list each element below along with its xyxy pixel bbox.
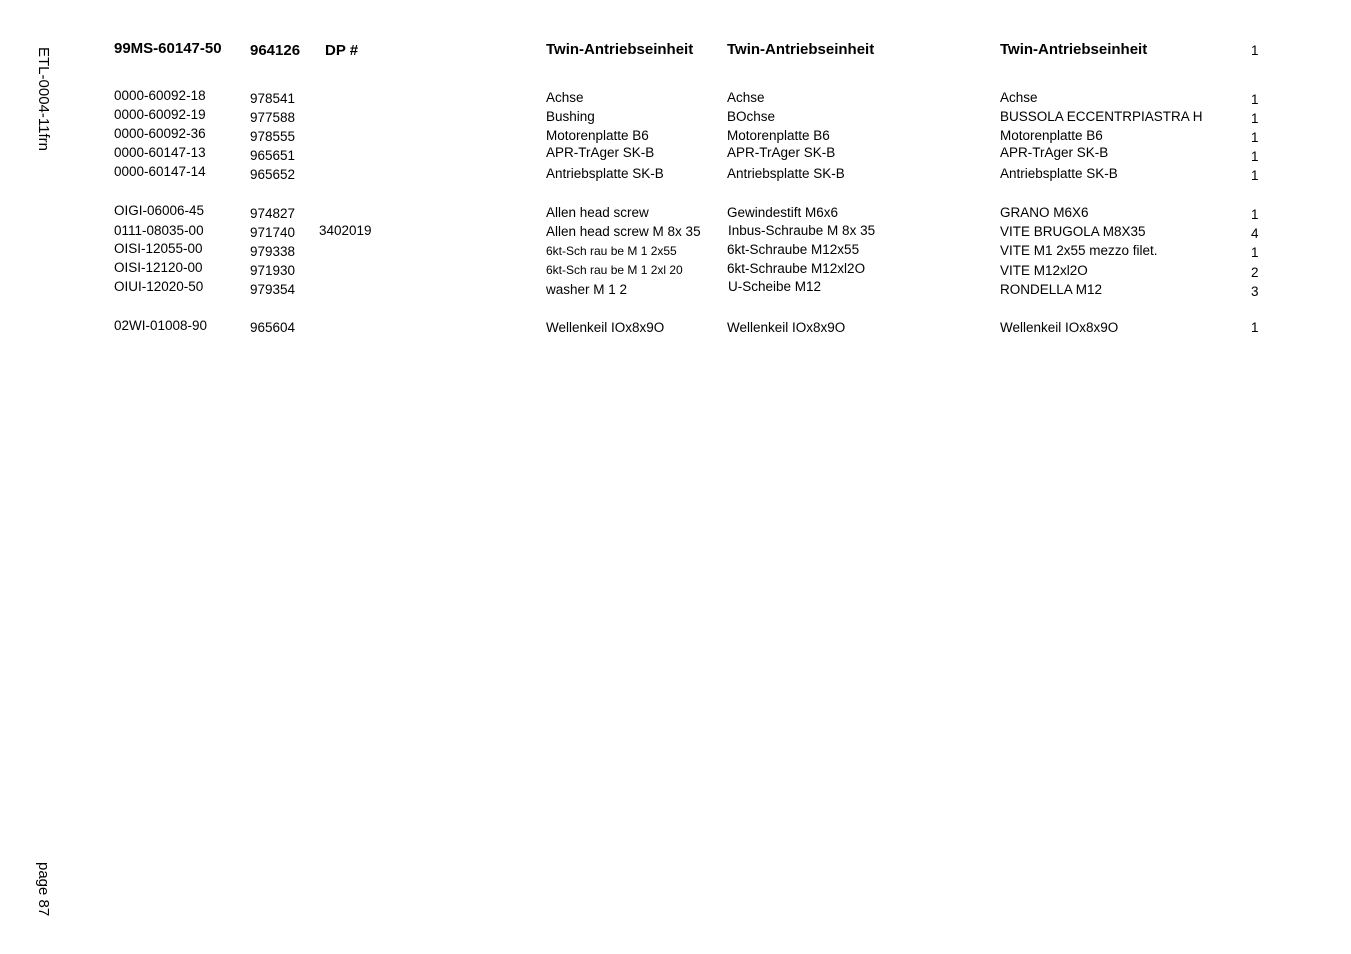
row-part: OISI-12120-00 xyxy=(114,260,203,275)
row-desc-it: VITE M1 2x55 mezzo filet. xyxy=(1000,243,1158,258)
row-desc-de: 6kt-Schraube M12xl2O xyxy=(727,261,866,276)
row-part: 0000-60092-18 xyxy=(114,88,206,103)
row-desc-en: 6kt-Sch rau be M 1 2xl 20 xyxy=(546,263,683,277)
row-code: 977588 xyxy=(250,110,296,125)
row-desc-de: Motorenplatte B6 xyxy=(727,128,830,143)
row-desc-de: Wellenkeil IOx8x9O xyxy=(727,320,846,335)
row-desc-en: Antriebsplatte SK-B xyxy=(546,166,664,181)
row-part: 02WI-01008-90 xyxy=(114,318,208,333)
header-part-number: 99MS-60147-50 xyxy=(114,40,222,57)
row-desc-en: Allen head screw M 8x 35 xyxy=(546,224,701,239)
row-part: OIGI-06006-45 xyxy=(114,203,205,218)
row-desc-en: Motorenplatte B6 xyxy=(546,128,649,143)
row-desc-en: APR-TrAger SK-B xyxy=(546,145,655,160)
row-qty: 1 xyxy=(1251,168,1259,183)
row-desc-it: Antriebsplatte SK-B xyxy=(1000,166,1118,181)
header-desc-de: Twin-Antriebseinheit xyxy=(727,41,875,58)
row-desc-it: VITE M12xl2O xyxy=(1000,263,1088,278)
row-code: 965652 xyxy=(250,167,296,182)
row-desc-it: RONDELLA M12 xyxy=(1000,282,1103,297)
row-desc-de: Achse xyxy=(727,90,765,105)
row-code: 979338 xyxy=(250,244,296,259)
header-code: 964126 xyxy=(250,42,301,59)
row-qty: 1 xyxy=(1251,320,1259,335)
row-qty: 4 xyxy=(1251,226,1259,241)
row-code: 965604 xyxy=(250,320,296,335)
row-desc-it: Wellenkeil IOx8x9O xyxy=(1000,320,1119,335)
row-desc-it: VITE BRUGOLA M8X35 xyxy=(1000,224,1146,239)
row-code: 965651 xyxy=(250,148,296,163)
row-desc-de: Gewindestift M6x6 xyxy=(727,205,839,220)
row-desc-en: Wellenkeil IOx8x9O xyxy=(546,320,665,335)
row-qty: 1 xyxy=(1251,245,1259,260)
row-desc-it: Achse xyxy=(1000,90,1038,105)
header-qty: 1 xyxy=(1251,43,1259,58)
row-qty: 2 xyxy=(1251,265,1259,280)
row-desc-en: 6kt-Sch rau be M 1 2x55 xyxy=(546,244,677,258)
page-number: page 87 xyxy=(35,862,52,917)
row-code: 971740 xyxy=(250,225,296,240)
row-desc-en: Achse xyxy=(546,90,584,105)
row-desc-de: U-Scheibe M12 xyxy=(728,279,822,294)
row-desc-en: Bushing xyxy=(546,109,595,124)
row-code: 978541 xyxy=(250,91,296,106)
row-desc-en: Allen head screw xyxy=(546,205,649,220)
row-code: 978555 xyxy=(250,129,296,144)
row-qty: 1 xyxy=(1251,149,1259,164)
row-desc-de: 6kt-Schraube M12x55 xyxy=(727,242,860,257)
row-desc-it: Motorenplatte B6 xyxy=(1000,128,1103,143)
row-desc-it: BUSSOLA ECCENTRPIASTRA H xyxy=(1000,109,1203,124)
row-qty: 1 xyxy=(1251,111,1259,126)
row-desc-de: APR-TrAger SK-B xyxy=(727,145,836,160)
row-code: 979354 xyxy=(250,282,296,297)
row-desc-de: Inbus-Schraube M 8x 35 xyxy=(728,223,876,238)
row-qty: 1 xyxy=(1251,207,1259,222)
header-desc-en: Twin-Antriebseinheit xyxy=(546,41,694,58)
row-desc-de: Antriebsplatte SK-B xyxy=(727,166,845,181)
row-desc-it: GRANO M6X6 xyxy=(1000,205,1089,220)
row-part: 0000-60147-13 xyxy=(114,145,206,160)
row-part: 0000-60147-14 xyxy=(114,164,206,179)
row-code: 974827 xyxy=(250,206,296,221)
row-desc-de: BOchse xyxy=(727,109,776,124)
header-desc-it: Twin-Antriebseinheit xyxy=(1000,41,1148,58)
row-part: 0111-08035-00 xyxy=(114,223,204,238)
row-qty: 1 xyxy=(1251,130,1259,145)
row-qty: 3 xyxy=(1251,284,1259,299)
row-dp: 3402019 xyxy=(319,223,372,238)
row-part: OIUI-12020-50 xyxy=(114,279,204,294)
row-code: 971930 xyxy=(250,263,296,278)
row-part: 0000-60092-36 xyxy=(114,126,206,141)
row-desc-it: APR-TrAger SK-B xyxy=(1000,145,1109,160)
row-part: OISI-12055-00 xyxy=(114,241,203,256)
document-id: ETL-0004-11frn xyxy=(35,47,52,151)
row-part: 0000-60092-19 xyxy=(114,107,206,122)
row-qty: 1 xyxy=(1251,92,1259,107)
row-desc-en: washer M 1 2 xyxy=(546,282,628,297)
header-dp: DP # xyxy=(325,42,359,59)
